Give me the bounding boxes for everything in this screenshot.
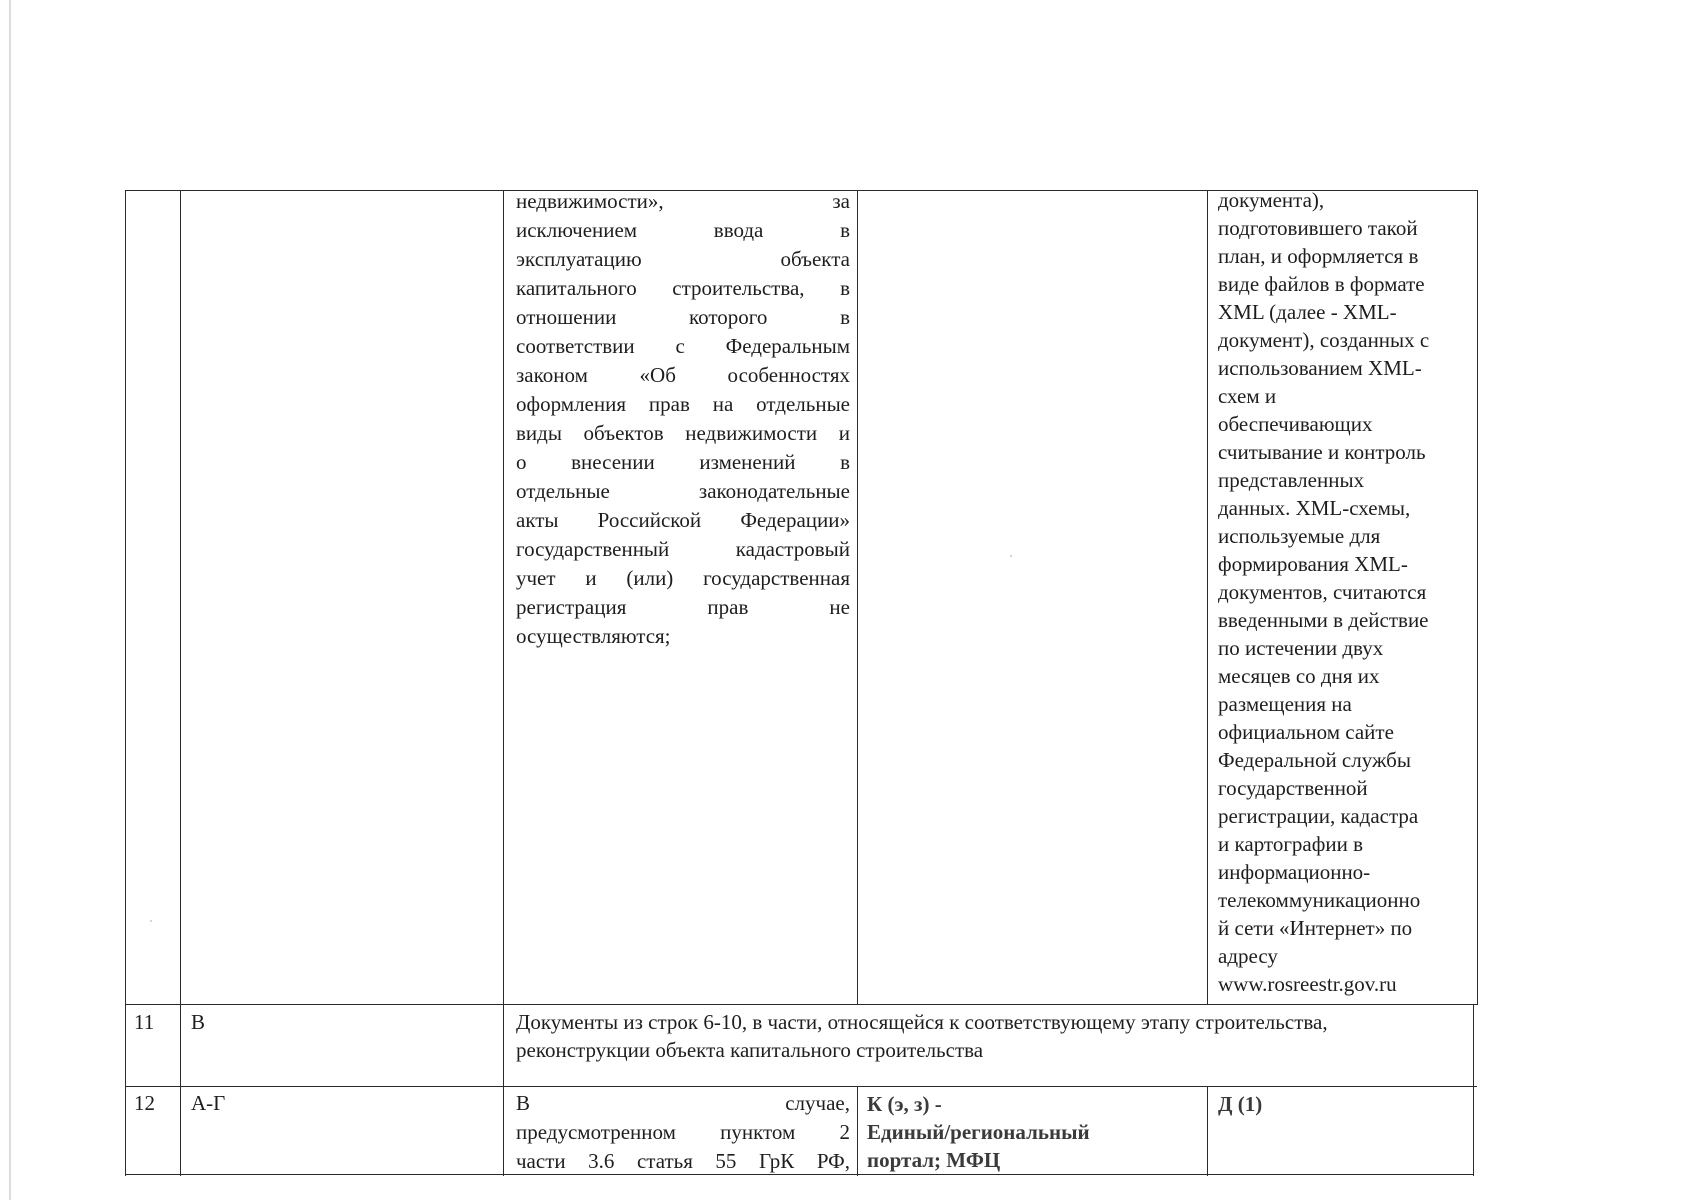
text-line: XML (далее - XML- xyxy=(1218,300,1397,324)
row-separator-12 xyxy=(125,1086,1477,1087)
text-line: исключением ввода в xyxy=(516,218,850,242)
row-12-col5-text: Д (1) xyxy=(1218,1092,1263,1116)
text-line: отношении которого в xyxy=(516,305,850,329)
text-line: государственный кадастровый xyxy=(516,537,850,561)
text-line: считывание и контроль xyxy=(1218,440,1426,464)
text-line: адресу xyxy=(1218,944,1278,968)
text-line: схем и xyxy=(1218,384,1277,408)
text-line: документ), созданных с xyxy=(1218,328,1430,352)
text-line: недвижимости», за xyxy=(516,189,850,213)
text-line: предусмотренном пунктом 2 xyxy=(516,1120,850,1144)
text-line: документа), xyxy=(1218,188,1325,212)
text-line: К (э, з) - xyxy=(867,1092,942,1116)
text-line: информационно- xyxy=(1218,860,1371,884)
document-table xyxy=(125,190,1477,1176)
table-border-right xyxy=(1473,1004,1474,1176)
text-line: эксплуатацию объекта xyxy=(516,247,850,271)
text-line: виде файлов в формате xyxy=(1218,272,1425,296)
text-line: телекоммуникационно xyxy=(1218,888,1421,912)
text-line: обеспечивающих xyxy=(1218,412,1373,436)
continuation-col5-text xyxy=(1218,186,1473,998)
row-11-number: 11 xyxy=(134,1010,155,1034)
text-line: портал; МФЦ xyxy=(867,1148,1001,1172)
text-line: регистрация прав не xyxy=(516,595,850,619)
text-line: размещения на xyxy=(1218,692,1352,716)
text-line: государственной xyxy=(1218,776,1368,800)
text-line: оформления прав на отдельные xyxy=(516,392,850,416)
text-line: отдельные законодательные xyxy=(516,479,850,503)
table-border-right xyxy=(1477,190,1478,1005)
text-line: документов, считаются xyxy=(1218,580,1427,604)
text-line: законом «Об особенностях xyxy=(516,363,850,387)
row-12-col3-text xyxy=(516,1089,850,1176)
row-12-col4-text xyxy=(867,1090,1202,1174)
text-line: виды объектов недвижимости и xyxy=(516,421,850,445)
column-separator-2 xyxy=(503,190,504,1176)
row-11-category: В xyxy=(191,1010,206,1034)
text-line: учет и (или) государственная xyxy=(516,566,850,590)
text-line: регистрации, кадастра xyxy=(1218,804,1419,828)
text-line: капитального строительства, в xyxy=(516,276,850,300)
text-line: официальном сайте xyxy=(1218,720,1394,744)
text-line: использованием XML- xyxy=(1218,356,1422,380)
text-line: й сети «Интернет» по xyxy=(1218,916,1413,940)
text-line: по истечении двух xyxy=(1218,636,1384,660)
row-12-number: 12 xyxy=(134,1091,155,1115)
text-line: план, и оформляется в xyxy=(1218,244,1419,268)
text-line: о внесении изменений в xyxy=(516,450,850,474)
text-line: введенными в действие xyxy=(1218,608,1429,632)
column-separator-3 xyxy=(857,190,858,1005)
column-separator-1 xyxy=(180,190,181,1176)
continuation-col3-text xyxy=(516,187,850,651)
row-11-merged-text xyxy=(516,1008,1471,1064)
text-line: месяцев со дня их xyxy=(1218,664,1380,688)
text-line: подготовившего такой xyxy=(1218,216,1418,240)
text-line: www.rosreestr.gov.ru xyxy=(1218,972,1397,996)
column-separator-4 xyxy=(1207,1086,1208,1176)
text-line: соответствии с Федеральным xyxy=(516,334,850,358)
text-line: акты Российской Федерации» xyxy=(516,508,850,532)
table-border-left xyxy=(125,190,126,1176)
text-line: и картографии в xyxy=(1218,832,1364,856)
text-line: формирования XML- xyxy=(1218,552,1408,576)
text-line: Единый/региональный xyxy=(867,1120,1090,1144)
text-line: части 3.6 статья 55 ГрК РФ, xyxy=(516,1149,850,1173)
scan-edge xyxy=(9,0,11,1200)
text-line: В случае, xyxy=(516,1091,850,1115)
text-line: используемые для xyxy=(1218,524,1381,548)
text-line: осуществляются; xyxy=(516,624,671,648)
text-line: Федеральной службы xyxy=(1218,748,1411,772)
row-separator-11 xyxy=(125,1004,1477,1005)
text-line: реконструкции объекта капитального строительства xyxy=(516,1038,984,1062)
column-separator-4 xyxy=(1207,190,1208,1005)
text-line: данных. XML-схемы, xyxy=(1218,496,1411,520)
text-line: представленных xyxy=(1218,468,1365,492)
text-line: Документы из строк 6-10, в части, относящейся к соответствующему этапу строительства, xyxy=(516,1010,1328,1034)
row-12-category: А-Г xyxy=(191,1091,226,1115)
column-separator-3 xyxy=(857,1086,858,1176)
